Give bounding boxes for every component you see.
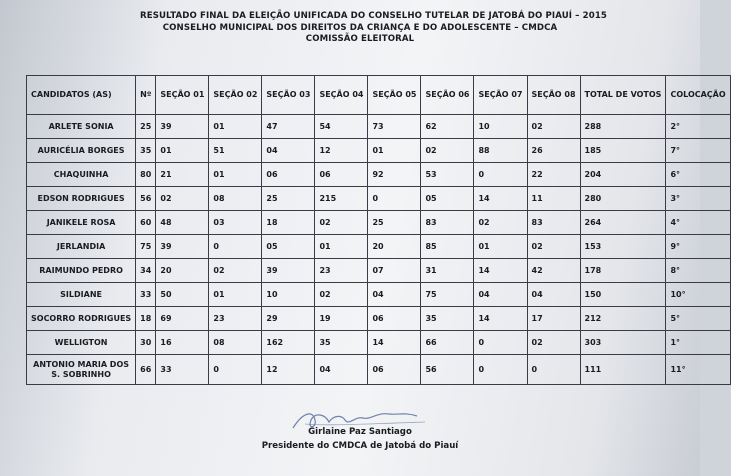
table-cell: 280 [580, 187, 666, 211]
table-cell: 0 [474, 331, 527, 355]
table-cell: 16 [156, 331, 209, 355]
table-cell: 50 [156, 283, 209, 307]
table-cell: 26 [527, 139, 580, 163]
table-row [27, 259, 731, 283]
table-cell: 6° [666, 163, 730, 187]
results-table [26, 75, 731, 385]
table-cell: 73 [368, 115, 421, 139]
table-cell: 23 [209, 307, 262, 331]
table-cell: 39 [262, 259, 315, 283]
table-cell: 88 [474, 139, 527, 163]
table-cell: 92 [368, 163, 421, 187]
table-cell: 11° [666, 355, 730, 385]
header-commission: COMISSÃO ELEITORAL [305, 34, 415, 44]
table-cell: 02 [527, 235, 580, 259]
table-cell: 33 [136, 283, 156, 307]
table-cell: 62 [421, 115, 474, 139]
table-cell: 05 [421, 187, 474, 211]
table-cell: 25 [136, 115, 156, 139]
table-cell: 0 [209, 355, 262, 385]
table-cell: 14 [368, 331, 421, 355]
table-cell: 35 [136, 139, 156, 163]
table-cell: 8° [666, 259, 730, 283]
table-cell: 3° [666, 187, 730, 211]
table-cell: 39 [156, 115, 209, 139]
table-cell: 19 [315, 307, 368, 331]
table-cell: 35 [315, 331, 368, 355]
document-header [140, 11, 607, 46]
column-header: TOTAL DE VOTOS [580, 76, 666, 115]
table-cell: 2° [666, 115, 730, 139]
column-header: SEÇÃO 07 [474, 76, 527, 115]
table-cell: 30 [136, 331, 156, 355]
table-cell: 03 [209, 211, 262, 235]
table-cell: 23 [315, 259, 368, 283]
table-row [27, 139, 731, 163]
table-cell: 22 [527, 163, 580, 187]
column-header: SEÇÃO 04 [315, 76, 368, 115]
table-cell: 66 [136, 355, 156, 385]
table-cell: 06 [368, 307, 421, 331]
table-cell: 17 [527, 307, 580, 331]
table-cell: 12 [315, 139, 368, 163]
table-cell: 04 [315, 355, 368, 385]
table-cell: 12 [262, 355, 315, 385]
table-row [27, 355, 731, 385]
table-cell: 02 [421, 139, 474, 163]
table-row [27, 283, 731, 307]
table-cell: 20 [156, 259, 209, 283]
candidate-name: CHAQUINHA [27, 163, 136, 187]
table-cell: 02 [315, 283, 368, 307]
column-header: SEÇÃO 05 [368, 76, 421, 115]
table-cell: 0 [368, 187, 421, 211]
table-cell: 14 [474, 259, 527, 283]
table-cell: 05 [262, 235, 315, 259]
table-row [27, 307, 731, 331]
candidate-name: ARLETE SONIA [27, 115, 136, 139]
table-cell: 18 [262, 211, 315, 235]
candidate-name: SILDIANE [27, 283, 136, 307]
table-cell: 04 [527, 283, 580, 307]
column-header: SEÇÃO 01 [156, 76, 209, 115]
table-cell: 51 [209, 139, 262, 163]
table-cell: 0 [527, 355, 580, 385]
table-cell: 01 [368, 139, 421, 163]
table-cell: 04 [262, 139, 315, 163]
table-cell: 01 [209, 283, 262, 307]
table-cell: 06 [368, 355, 421, 385]
column-header: SEÇÃO 02 [209, 76, 262, 115]
table-cell: 06 [262, 163, 315, 187]
table-cell: 111 [580, 355, 666, 385]
table-cell: 02 [527, 115, 580, 139]
column-header: SEÇÃO 03 [262, 76, 315, 115]
table-cell: 21 [156, 163, 209, 187]
signer-name: Girlaine Paz Santiago [308, 427, 412, 437]
table-cell: 4° [666, 211, 730, 235]
table-cell: 33 [156, 355, 209, 385]
column-header: COLOCAÇÃO [666, 76, 730, 115]
table-cell: 215 [315, 187, 368, 211]
table-cell: 75 [136, 235, 156, 259]
table-row [27, 331, 731, 355]
table-header-row [27, 76, 731, 115]
table-cell: 185 [580, 139, 666, 163]
table-cell: 10 [474, 115, 527, 139]
table-cell: 02 [209, 259, 262, 283]
table-cell: 212 [580, 307, 666, 331]
table-cell: 31 [421, 259, 474, 283]
table-cell: 264 [580, 211, 666, 235]
table-cell: 9° [666, 235, 730, 259]
candidate-name: RAIMUNDO PEDRO [27, 259, 136, 283]
table-cell: 10° [666, 283, 730, 307]
table-cell: 69 [156, 307, 209, 331]
table-cell: 80 [136, 163, 156, 187]
table-row [27, 235, 731, 259]
table-cell: 06 [315, 163, 368, 187]
table-cell: 07 [368, 259, 421, 283]
candidate-name: EDSON RODRIGUES [27, 187, 136, 211]
table-cell: 01 [209, 163, 262, 187]
table-cell: 10 [262, 283, 315, 307]
table-cell: 153 [580, 235, 666, 259]
table-cell: 29 [262, 307, 315, 331]
column-header: Nº [136, 76, 156, 115]
table-body [27, 115, 731, 385]
table-cell: 0 [474, 163, 527, 187]
table-cell: 56 [421, 355, 474, 385]
signature-block [240, 425, 480, 453]
candidate-name: WELLIGTON [27, 331, 136, 355]
table-cell: 42 [527, 259, 580, 283]
table-cell: 56 [136, 187, 156, 211]
table-cell: 01 [474, 235, 527, 259]
table-cell: 0 [474, 355, 527, 385]
table-cell: 35 [421, 307, 474, 331]
table-cell: 34 [136, 259, 156, 283]
table-cell: 01 [209, 115, 262, 139]
table-row [27, 187, 731, 211]
table-cell: 204 [580, 163, 666, 187]
table-cell: 01 [315, 235, 368, 259]
table-row [27, 115, 731, 139]
table-cell: 53 [421, 163, 474, 187]
table-cell: 08 [209, 187, 262, 211]
table-cell: 20 [368, 235, 421, 259]
table-cell: 02 [315, 211, 368, 235]
table-row [27, 163, 731, 187]
table-cell: 150 [580, 283, 666, 307]
table-cell: 25 [368, 211, 421, 235]
table-cell: 0 [209, 235, 262, 259]
table-cell: 5° [666, 307, 730, 331]
table-cell: 47 [262, 115, 315, 139]
candidate-name: JANIKELE ROSA [27, 211, 136, 235]
table-cell: 18 [136, 307, 156, 331]
table-cell: 83 [421, 211, 474, 235]
table-cell: 14 [474, 307, 527, 331]
table-cell: 04 [474, 283, 527, 307]
table-cell: 7° [666, 139, 730, 163]
table-cell: 85 [421, 235, 474, 259]
table-cell: 25 [262, 187, 315, 211]
table-cell: 66 [421, 331, 474, 355]
table-cell: 02 [527, 331, 580, 355]
table-cell: 11 [527, 187, 580, 211]
table-cell: 178 [580, 259, 666, 283]
table-cell: 288 [580, 115, 666, 139]
table-cell: 54 [315, 115, 368, 139]
candidate-name: AURICÉLIA BORGES [27, 139, 136, 163]
table-cell: 48 [156, 211, 209, 235]
table-cell: 14 [474, 187, 527, 211]
table-cell: 60 [136, 211, 156, 235]
table-cell: 02 [474, 211, 527, 235]
column-header: SEÇÃO 06 [421, 76, 474, 115]
column-header: CANDIDATOS (AS) [27, 76, 136, 115]
table-row [27, 211, 731, 235]
table-cell: 04 [368, 283, 421, 307]
table-cell: 02 [156, 187, 209, 211]
table-cell: 162 [262, 331, 315, 355]
table-cell: 1° [666, 331, 730, 355]
table-cell: 303 [580, 331, 666, 355]
table-cell: 75 [421, 283, 474, 307]
table-cell: 01 [156, 139, 209, 163]
candidate-name: SOCORRO RODRIGUES [27, 307, 136, 331]
table-cell: 08 [209, 331, 262, 355]
candidate-name: ANTONIO MARIA DOS S. SOBRINHO [27, 355, 136, 385]
table-cell: 39 [156, 235, 209, 259]
column-header: SEÇÃO 08 [527, 76, 580, 115]
candidate-name: JERLANDIA [27, 235, 136, 259]
table-cell: 83 [527, 211, 580, 235]
header-title: RESULTADO FINAL DA ELEIÇÃO UNIFICADA DO CONSELHO TUTELAR DE JATOBÁ DO PIAUÍ – 2015 [140, 11, 607, 21]
signer-role: Presidente do CMDCA de Jatobá do Piauí [261, 441, 459, 451]
header-council: CONSELHO MUNICIPAL DOS DIREITOS DA CRIANÇA E DO ADOLESCENTE – CMDCA [162, 22, 558, 33]
